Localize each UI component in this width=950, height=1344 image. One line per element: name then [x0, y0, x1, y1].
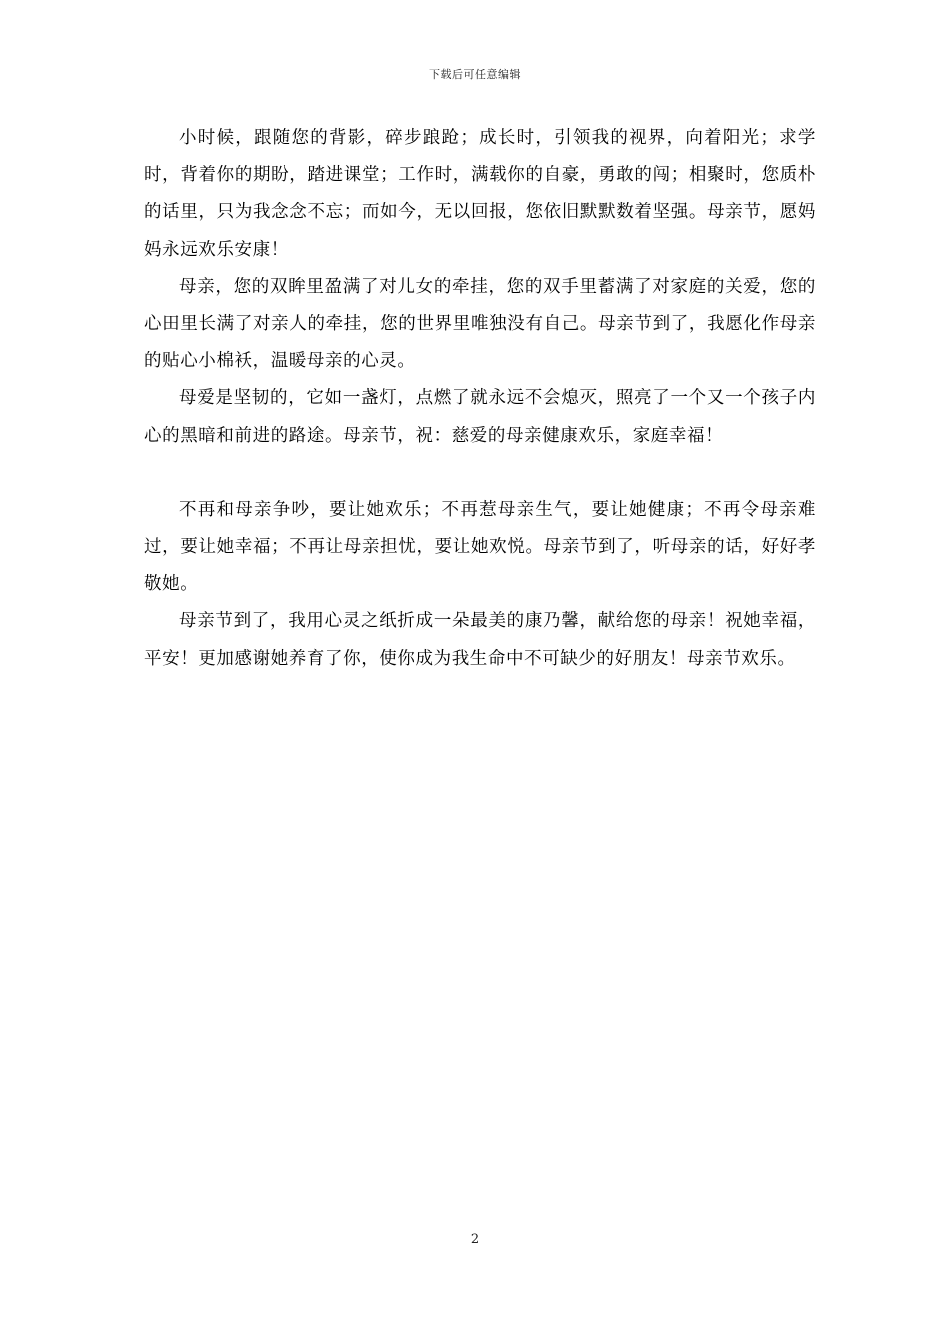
paragraph-2: 母亲，您的双眸里盈满了对儿女的牵挂，您的双手里蓄满了对家庭的关爱，您的心田里长满了对亲人的牵挂，您的世界里唯独没有自己。母亲节到了，我愿化作母亲的贴心小棉袄，温暖母亲的心灵。: [144, 276, 816, 372]
paragraph-1: 小时候，跟随您的背影，碎步踉跄；成长时，引领我的视界，向着阳光；求学时，背着你的期盼，踏进课堂；工作时，满载你的自豪，勇敢的闯；相聚时，您质朴的话里，只为我念念不忘；而如今，无以回报，您依旧默默数着坚强。母亲节，愿妈妈永远欢乐安康！: [144, 128, 816, 260]
page-header: 下载后可任意编辑: [429, 68, 521, 81]
paragraph-3: 母爱是坚韧的，它如一盏灯，点燃了就永远不会熄灭，照亮了一个又一个孩子内心的黑暗和前进的路途。母亲节，祝：慈爱的母亲健康欢乐，家庭幸福！: [144, 388, 816, 446]
paragraph-5: 母亲节到了，我用心灵之纸折成一朵最美的康乃馨，献给您的母亲！祝她幸福，平安！更加感谢她养育了你，使你成为我生命中不可缺少的好朋友！母亲节欢乐。: [144, 611, 816, 669]
page-number: 2: [470, 1232, 480, 1247]
paragraph-spacer: [144, 455, 816, 492]
paragraph-4: 不再和母亲争吵，要让她欢乐；不再惹母亲生气，要让她健康；不再令母亲难过，要让她幸福；不再让母亲担忧，要让她欢悦。母亲节到了，听母亲的话，好好孝敬她。: [144, 499, 816, 595]
document-body: [144, 120, 816, 678]
